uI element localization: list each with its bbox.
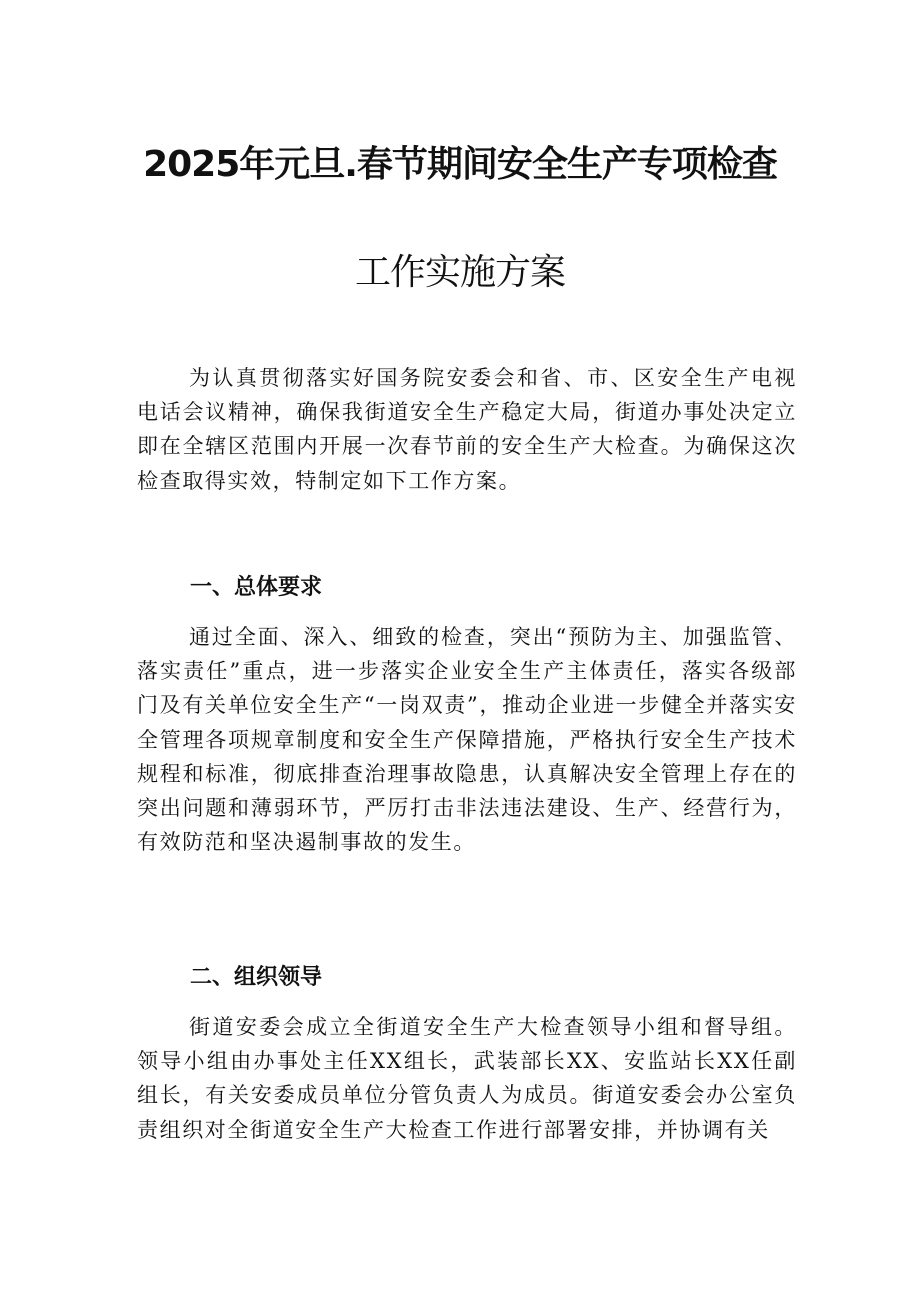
section-heading-organization: 二、组织领导 xyxy=(190,965,323,990)
document-title-line2: 工作实施方案 xyxy=(354,252,565,293)
section-body-organization: 街道安委会成立全街道安全生产大检查领导小组和督导组。领导小组由办事处主任XX组长，武装部长XX、安监站长XX任副组长，有关安委成员单位分管负责人为成员。街道安委会办公室负责组织对全街道安全生产大检查工作进行部署安排，并协调有关 xyxy=(137,1015,797,1142)
document-title-line1: 2025年元旦.春节期间安全生产专项检查 xyxy=(143,144,777,185)
section-body-general-requirements: 通过全面、深入、细致的检查，突出“预防为主、加强监管、落实责任”重点，进一步落实企业安全生产主体责任，落实各级部门及有关单位安全生产“一岗双责”，推动企业进一步健全并落实安全管理各项规章制度和安全生产保障措施，严格执行安全生产技术规程和标准，彻底排查治理事故隐患，认真解决安全管理上存在的突出问题和薄弱环节，严厉打击非法违法建设、生产、经营行为，有效防范和坚决遏制事故的发生。 xyxy=(137,625,797,855)
section-heading-general-requirements: 一、总体要求 xyxy=(190,575,323,600)
intro-paragraph: 为认真贯彻落实好国务院安委会和省、市、区安全生产电视电话会议精神，确保我街道安全生产稳定大局，街道办事处决定立即在全辖区范围内开展一次春节前的安全生产大检查。为确保这次检查取得实效，特制定如下工作方案。 xyxy=(137,366,797,493)
